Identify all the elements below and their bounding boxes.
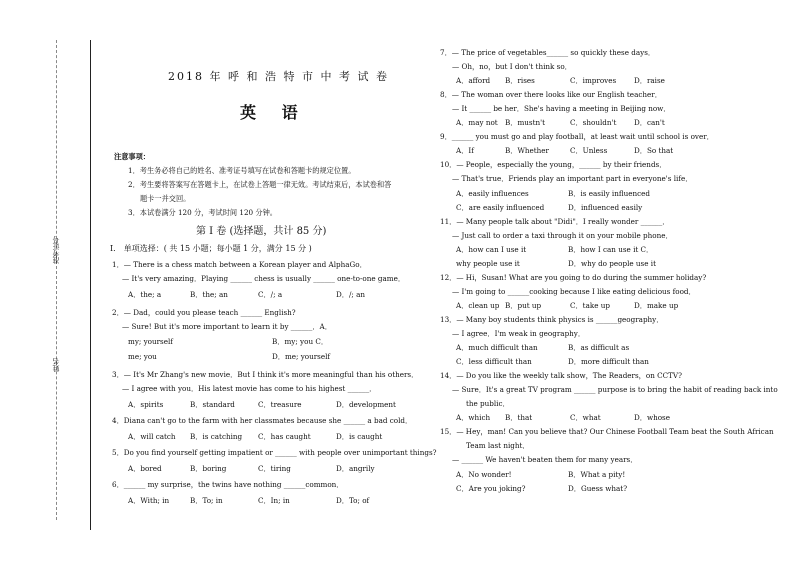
- question-line: D．/; an: [336, 290, 365, 299]
- question-stem: 10．— People，especially the young，______ by their friends．: [440, 160, 667, 169]
- binding-line: [56, 40, 57, 520]
- question-stem: 11．— Many people talk about "Didi"．I really wonder ______．: [440, 217, 670, 226]
- question-stem: 5．Do you find yourself getting impatient or ______ with people over unimportant things?: [112, 448, 437, 457]
- question-line: — Sure! But it's more important to learn it by ______．A．: [122, 322, 332, 331]
- question-line: — It's very amazing．Playing ______ chess is usually ______ one-to-one game．: [122, 274, 406, 283]
- section-title: 第 I 卷 (选择题，共计 85 分): [196, 226, 327, 237]
- question-line: D．me; yourself: [272, 352, 331, 361]
- question-line: B．is easily influenced: [568, 189, 651, 198]
- question-line: B．standard: [190, 400, 235, 409]
- question-line: B．the; an: [190, 290, 228, 299]
- question-line: A．much difficult than: [456, 343, 538, 352]
- question-stem: 13．— Many boy students think physics is ______geography．: [440, 315, 664, 324]
- question-line: A．easily influences: [456, 189, 529, 198]
- question-line: A．how can I use it: [456, 245, 527, 254]
- question-line: — I agree with you．His latest movie has come to his highest ______．: [122, 384, 377, 393]
- question-line: — That's true．Friends play an important part in everyone's life．: [452, 174, 693, 183]
- question-line: D．raise: [634, 76, 665, 85]
- note-item: 1．考生务必将自己的姓名、准考证号填写在试卷和答题卡的规定位置。: [128, 166, 356, 175]
- question-line: the public．: [466, 399, 510, 408]
- question-line: C．In; in: [258, 496, 290, 505]
- question-line: why people use it: [456, 259, 520, 268]
- question-stem: 6．______ my surprise，the twins have nothing ______common．: [112, 480, 344, 489]
- question-line: B．Whether: [505, 146, 549, 155]
- left-margin-line: [90, 40, 91, 530]
- question-line: — Just call to order a taxi through it on your mobile phone．: [452, 231, 673, 240]
- question-stem: 1．— There is a chess match between a Korean player and AlphaGo．: [112, 260, 367, 269]
- notes-heading: 注意事项：: [114, 152, 150, 161]
- question-line: D．angrily: [336, 464, 375, 473]
- question-line: B．how I can use it C．: [568, 245, 654, 254]
- question-line: C．take up: [570, 301, 610, 310]
- question-line: B．is catching: [190, 432, 243, 441]
- question-line: B．rises: [505, 76, 535, 85]
- question-line: C．/; a: [258, 290, 283, 299]
- question-line: — ______ We haven't beaten them for many years．: [452, 455, 638, 464]
- question-line: C．improves: [570, 76, 617, 85]
- note-item: 题卡一并交回。: [140, 194, 191, 203]
- question-line: D．Guess what?: [568, 484, 628, 493]
- question-stem: 7．— The price of vegetables______ so quickly these days．: [440, 48, 656, 57]
- question-line: A．spirits: [128, 400, 164, 409]
- exam-id-label: 准考证号: [52, 236, 60, 264]
- question-stem: 12．— Hi，Susan! What are you going to do during the summer holiday?: [440, 273, 707, 282]
- subject-title: 英 语: [240, 103, 308, 122]
- question-line: B．What a pity!: [568, 470, 626, 479]
- question-line: — Oh，no，but I don't think so．: [452, 62, 572, 71]
- question-line: D．can't: [634, 118, 665, 127]
- question-line: D．development: [336, 400, 396, 409]
- question-stem: 4．Diana can't go to the farm with her classmates because she ______ a bad cold．: [112, 416, 413, 425]
- question-line: C．treasure: [258, 400, 302, 409]
- question-line: A．may not: [456, 118, 498, 127]
- question-line: A．No wonder!: [456, 470, 512, 479]
- question-stem: 8．— The woman over there looks like our English teacher．: [440, 90, 662, 99]
- question-line: B．boring: [190, 464, 227, 473]
- question-line: — It ______ be her．She's having a meeting in Beijing now．: [452, 104, 671, 113]
- question-stem: 9．______ you must go and play football，at least wait until school is over．: [440, 132, 714, 141]
- question-line: C．shouldn't: [570, 118, 617, 127]
- question-line: C．less difficult than: [456, 357, 532, 366]
- question-line: — I'm going to ______cooking because I like eating delicious food．: [452, 287, 696, 296]
- question-stem: 3．— It's Mr Zhang's new movie．But I think it's more meaningful than his others．: [112, 370, 419, 379]
- question-line: B．To; in: [190, 496, 223, 505]
- question-stem: 15．— Hey，man! Can you believe that? Our Chinese Football Team beat the South African: [440, 427, 774, 436]
- question-line: A．If: [456, 146, 474, 155]
- note-item: 2．考生要将答案写在答题卡上，在试卷上答题一律无效。考试结束后，本试卷和答: [128, 180, 392, 189]
- question-line: A．afford: [456, 76, 491, 85]
- question-line: D．make up: [634, 301, 679, 310]
- exam-title: 2018 年 呼 和 浩 特 市 中 考 试 卷: [168, 70, 389, 83]
- question-line: D．So that: [634, 146, 674, 155]
- question-line: me; you: [128, 352, 157, 361]
- question-line: B．put up: [505, 301, 542, 310]
- question-line: C．Unless: [570, 146, 608, 155]
- question-line: A．bored: [128, 464, 162, 473]
- question-line: — I agree．I'm weak in geography．: [452, 329, 586, 338]
- question-line: B．that: [505, 413, 533, 422]
- question-line: C．are easily influenced: [456, 203, 545, 212]
- question-line: — Sure．It's a great TV program ______ purpose is to bring the habit of reading back into: [452, 385, 778, 394]
- question-line: D．is caught: [336, 432, 383, 441]
- question-line: B．my; you C．: [272, 337, 329, 346]
- question-line: C．Are you joking?: [456, 484, 526, 493]
- question-line: A．will catch: [128, 432, 176, 441]
- question-line: C．has caught: [258, 432, 311, 441]
- question-line: A．the; a: [128, 290, 162, 299]
- note-item: 3．本试卷满分 120 分，考试时间 120 分钟。: [128, 208, 277, 217]
- part-heading: I． 单项选择：( 共 15 小题；每小题 1 分，满分 15 分 ): [110, 244, 312, 253]
- question-line: D．To; of: [336, 496, 370, 505]
- question-line: C．tiring: [258, 464, 291, 473]
- question-stem: 2．— Dad，could you please teach ______ English?: [112, 308, 296, 317]
- question-line: D．why do people use it: [568, 259, 656, 268]
- question-line: A．With; in: [128, 496, 170, 505]
- question-line: A．clean up: [456, 301, 500, 310]
- question-line: B．as difficult as: [568, 343, 630, 352]
- name-label: 姓名: [52, 358, 60, 372]
- question-line: D．influenced easily: [568, 203, 643, 212]
- question-line: D．whose: [634, 413, 671, 422]
- question-line: B．mustn't: [505, 118, 545, 127]
- question-line: A．which: [456, 413, 491, 422]
- question-line: Team last night．: [466, 441, 530, 450]
- question-stem: 14．— Do you like the weekly talk show，The Readers，on CCTV?: [440, 371, 682, 380]
- question-line: my; yourself: [128, 337, 173, 346]
- question-line: C．what: [570, 413, 601, 422]
- question-line: D．more difficult than: [568, 357, 649, 366]
